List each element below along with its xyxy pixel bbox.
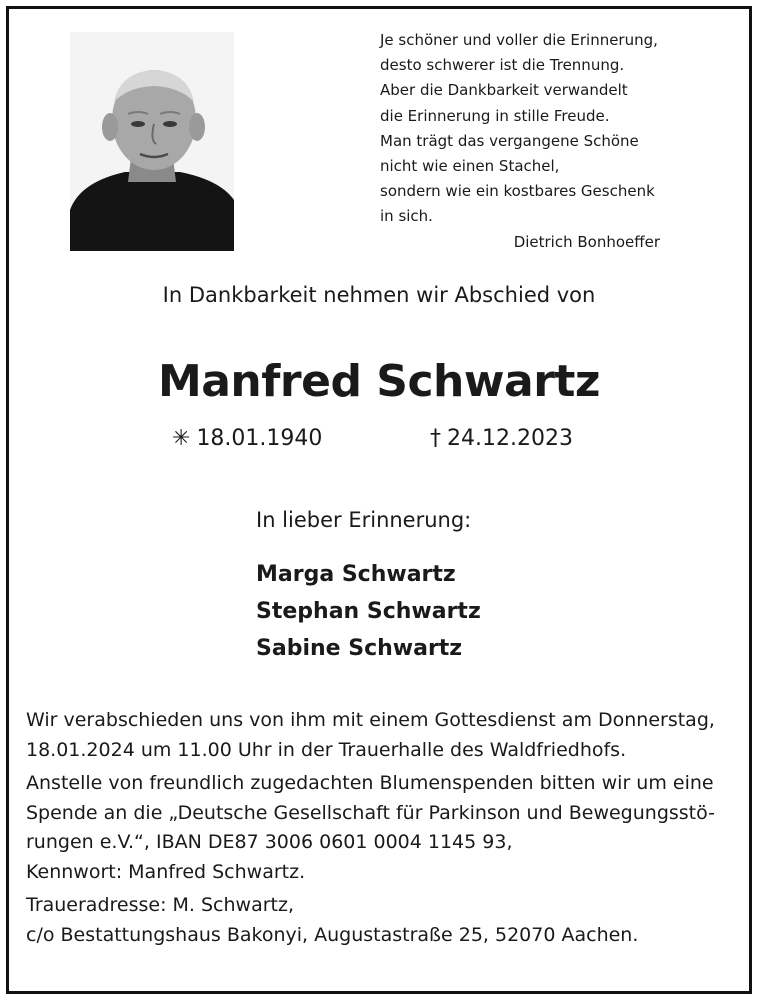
mourners-list [256, 556, 481, 667]
cross-icon: † [430, 426, 441, 451]
donation-paragraph [26, 769, 736, 887]
mourner-name: Marga Schwartz [256, 562, 456, 587]
poem-line: die Erinnerung in stille Freude. [380, 106, 610, 125]
death-date-group [430, 426, 573, 451]
deceased-name: Manfred Schwartz [157, 356, 601, 407]
address-line: Traueradresse: M. Schwartz, [26, 894, 295, 916]
mourner-name: Stephan Schwartz [256, 599, 481, 624]
poem-line: in sich. [380, 207, 433, 226]
address-paragraph [26, 891, 736, 950]
donation-line: Spende an die „Deutsche Gesellschaft für Parkinson und Bewegungsstö- [26, 801, 715, 824]
poem-line: Aber die Dankbarkeit verwandelt [380, 81, 628, 100]
poem-line: nicht wie einen Stachel, [380, 157, 560, 176]
farewell-intro: In Dankbarkeit nehmen wir Abschied von [162, 283, 596, 307]
birth-date: 18.01.1940 [196, 426, 323, 451]
donation-line: Anstelle von freundlich zugedachten Blumenspenden bitten wir um eine [26, 772, 714, 794]
poem-author: Dietrich Bonhoeffer [513, 232, 660, 251]
mourner-name: Sabine Schwartz [256, 636, 463, 661]
poem-line: sondern wie ein kostbares Geschenk [380, 182, 655, 201]
memory-label: In lieber Erinnerung: [256, 508, 472, 532]
death-date: 24.12.2023 [447, 426, 573, 451]
portrait-photo [70, 32, 234, 251]
poem-quote [380, 28, 720, 255]
donation-line: rungen e.V.“, IBAN DE87 3006 0601 0004 1145 93, [26, 831, 513, 853]
service-line: 18.01.2024 um 11.00 Uhr in der Trauerhalle des Waldfriedhofs. [26, 738, 627, 761]
birth-date-group [172, 426, 322, 451]
poem-line: desto schwerer ist die Trennung. [380, 56, 625, 75]
address-line: c/o Bestattungshaus Bakonyi, Augustastraße 25, 52070 Aachen. [26, 923, 639, 946]
poem-line: Man trägt das vergangene Schöne [380, 131, 639, 150]
poem-line: Je schöner und voller die Erinnerung, [380, 31, 658, 49]
service-paragraph [26, 706, 736, 765]
notice-details [26, 706, 736, 954]
donation-line: Kennwort: Manfred Schwartz. [26, 860, 306, 883]
birth-star-icon: ✳ [172, 426, 191, 451]
service-line: Wir verabschieden uns von ihm mit einem Gottesdienst am Donnerstag, [26, 709, 715, 731]
